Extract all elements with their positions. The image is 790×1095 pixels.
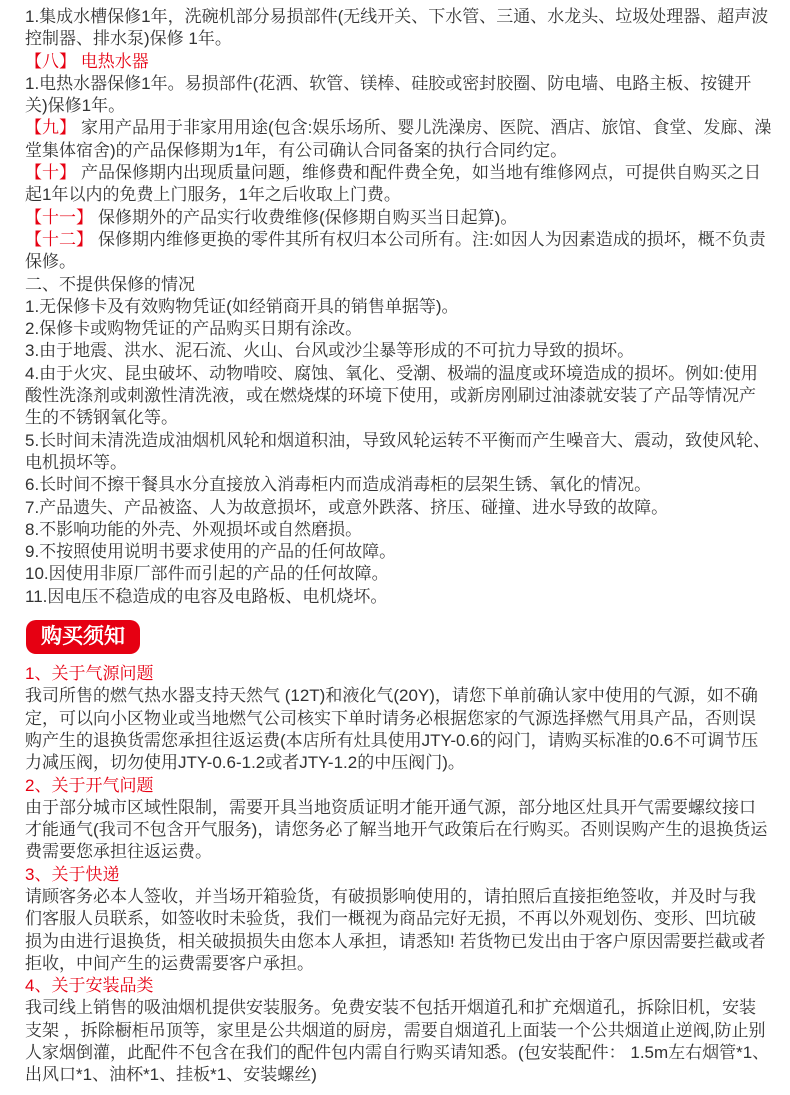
warranty-clause-text: 产品保修期内出现质量问题，维修费和配件费全免，如当地有维修网点，可提供自购买之日起1年以内的免费上门服务，1年之后收取上门费。 (25, 163, 761, 205)
no-warranty-item: 11.因电压不稳造成的电容及电路板、电机烧坏。 (25, 586, 388, 606)
no-warranty-item: 10.因使用非原厂部件而引起的产品的任何故障。 (25, 564, 389, 584)
warranty-paragraph (25, 207, 772, 229)
warranty-clause-number: 【八】 电热水器 (25, 51, 149, 71)
notice-section-body-gas-opening: 由于部分城市区域性限制，需要开具当地资质证明才能开通气源，部分地区灶具开气需要螺纹接口才能通气(我司不包含开气服务)，请您务必了解当地开气政策后在行购买。否则误购产生的退换货运费需要您承担往返运费。 (25, 797, 768, 862)
warranty-paragraph (25, 6, 772, 51)
notice-section-body-gas-source: 我司所售的燃气热水器支持天然气 (12T)和液化气(20Y)，请您下单前确认家中使用的气源，如不确定，可以向小区物业或当地燃气公司核实下单时请务必根据您家的气源选择燃气用具产品，否则误购产生的退换货需您承担往返运费(本店所有灶具使用JTY-0.6的闷门，请购买标准的0.6不可调节压力减压阀，切勿使用JTY-0.6-1.2或者JTY-1.2的中压阀门)。 (25, 686, 759, 773)
notice-section-title-gas-opening: 2、关于开气问题 (25, 775, 154, 795)
no-warranty-item: 9.不按照使用说明书要求使用的产品的任何故障。 (25, 542, 397, 562)
notice-section-title-express: 3、关于快递 (25, 864, 120, 884)
no-warranty-item: 5.长时间未清洗造成油烟机风轮和烟道积油，导致风轮运转不平衡而产生噪音大、震动，致使风轮、电机损坏等。 (25, 430, 771, 472)
notice-section-body-express: 请顾客务必本人签收，并当场开箱验货，有破损影响使用的，请拍照后直接拒绝签收，并及时与我们客服人员联系，如签收时未验货，我们一概视为商品完好无损，不再以外观划伤、变形、凹坑破损为由进行退换货，相关破损损失由您本人承担，请悉知! 若货物已发出由于客户原因需要拦截或者拒收，中间产生的运费需要客户承担。 (25, 886, 766, 973)
warranty-section-heading (25, 51, 772, 73)
warranty-clause-text: 家用产品用于非家用用途(包含:娱乐场所、婴儿洗澡房、医院、酒店、旅馆、食堂、发廊、澡堂集体宿舍)的产品保修期为1年，有公司确认合同备案的执行合同约定。 (25, 118, 772, 160)
no-warranty-item: 7.产品遗失、产品被盗、人为故意损坏，或意外跌落、挤压、碰撞、进水导致的故障。 (25, 497, 669, 517)
warranty-clause-text: 保修期内维修更换的零件其所有权归本公司所有。注:如因人为因素造成的损坏，概不负责保修。 (25, 229, 766, 272)
notice-section-body-installation: 我司线上销售的吸油烟机提供安装服务。免费安装不包括开烟道孔和扩充烟道孔，拆除旧机，安装支架 ，拆除橱柜吊顶等，家里是公共烟道的厨房，需要自烟道孔上面装一个公共烟道止逆阀,防止别人家烟倒灌，此配件不包含在我们的配件包内需自行购买请知悉。(包安装配件： 1.5m左右烟管*1、出风口*1、油杯*1、挂板*1、安装螺丝) (25, 998, 770, 1085)
no-warranty-item: 3.由于地震、洪水、泥石流、火山、台风或沙尘暴等形成的不可抗力导致的损坏。 (25, 341, 635, 361)
no-warranty-section-title: 二、不提供保修的情况 (25, 274, 195, 294)
no-warranty-item: 6.长时间不擦干餐具水分直接放入消毒柜内而造成消毒柜的层架生锈、氧化的情况。 (25, 475, 652, 495)
purchase-notice-header (25, 608, 772, 663)
notice-section-title-installation: 4、关于安装品类 (25, 976, 154, 996)
warranty-clause-number: 【十二】 (25, 229, 93, 249)
no-warranty-item: 2.保修卡或购物凭证的产品购买日期有涂改。 (25, 319, 363, 339)
warranty-clause-text: 1.集成水槽保修1年，洗碗机部分易损部件(无线开关、下水管、三通、水龙头、垃圾处理器、超声波控制器、排水泵)保修 1年。 (25, 7, 769, 49)
no-warranty-item: 8.不影响功能的外壳、外观损坏或自然磨损。 (25, 519, 363, 539)
warranty-clause-text: 1.电热水器保修1年。易损部件(花洒、软管、镁棒、硅胶或密封胶圈、防电墙、电路主板、按键开关)保修1年。 (25, 73, 752, 116)
warranty-clause-number: 【十】 (25, 163, 76, 183)
warranty-clause-number: 【九】 (25, 118, 76, 138)
warranty-clause-number: 【十一】 (25, 207, 93, 227)
notice-section-title-gas-source: 1、关于气源问题 (25, 664, 154, 684)
no-warranty-item: 1.无保修卡及有效购物凭证(如经销商开具的销售单据等)。 (25, 296, 459, 316)
no-warranty-item: 4.由于火灾、昆虫破坏、动物啃咬、腐蚀、氧化、受潮、极端的温度或环境造成的损坏。例如:使用酸性洗涤剂或刺激性清洗液，或在燃烧煤的环境下使用，或新房刚刷过油漆就安装了产品等情况产生的不锈钢氧化等。 (25, 363, 758, 428)
warranty-clause-text: 保修期外的产品实行收费维修(保修期自购买当日起算)。 (98, 207, 518, 227)
warranty-paragraph (25, 73, 772, 118)
warranty-paragraph (25, 229, 772, 274)
purchase-notice-badge: 购买须知 (26, 620, 140, 654)
warranty-paragraph (25, 117, 772, 162)
warranty-paragraph (25, 162, 772, 207)
